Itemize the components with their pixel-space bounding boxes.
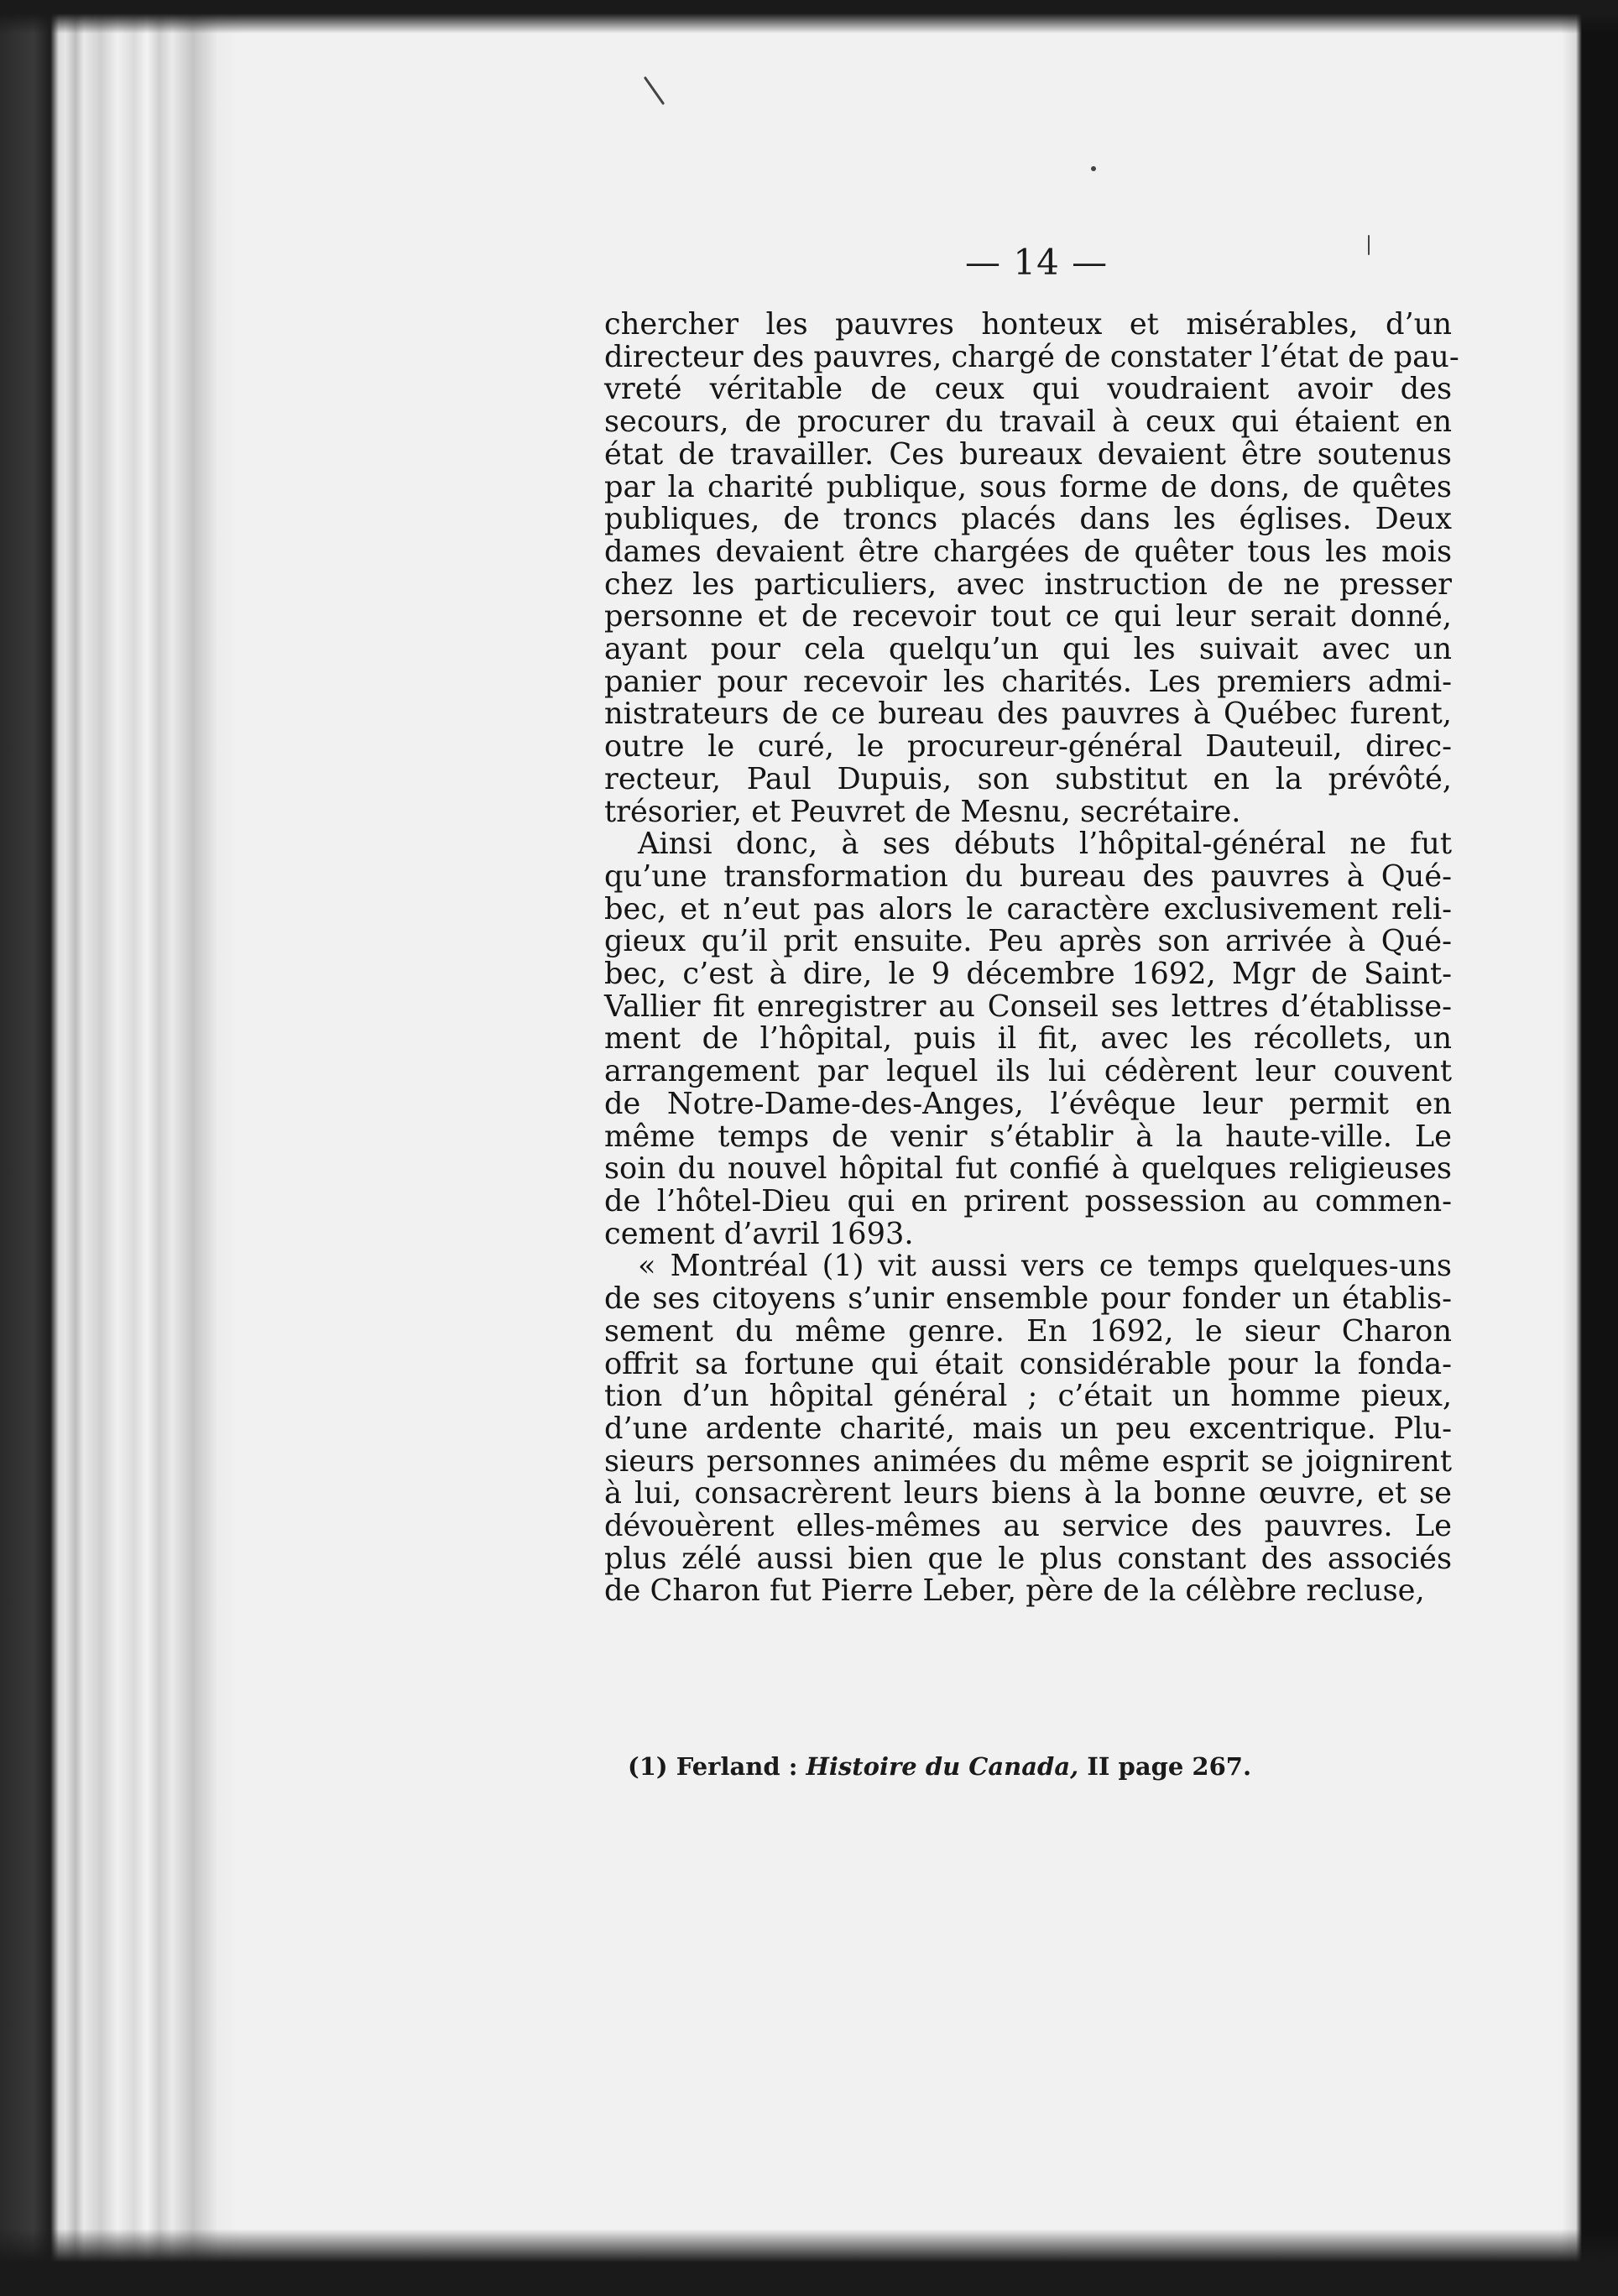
text-line: Vallier fit enregistrer au Conseil ses lettres d’établisse- [604, 989, 1452, 1024]
text-line: panier pour recevoir les charités. Les premiers admi- [604, 664, 1452, 699]
text-line: secours, de procurer du travail à ceux qui étaient en [604, 404, 1452, 440]
text-line: ment de l’hôpital, puis il fit, avec les récollets, un [604, 1021, 1452, 1057]
text-line: de Charon fut Pierre Leber, père de la célèbre recluse, [604, 1573, 1425, 1609]
text-line: trésorier, et Peuvret de Mesnu, secrétaire. [604, 794, 1241, 829]
text-line: soin du nouvel hôpital fut confié à quelques religieuses [604, 1151, 1452, 1187]
text-line: Ainsi donc, à ses débuts l’hôpital-général ne fut [638, 827, 1452, 862]
text-line: d’une ardente charité, mais un peu excentrique. Plu- [604, 1411, 1452, 1446]
text-line: « Montréal (1) vit aussi vers ce temps quelques-uns [638, 1249, 1452, 1284]
text-line: tion d’un hôpital général ; c’était un homme pieux, [604, 1379, 1452, 1414]
text-line: chez les particuliers, avec instruction de ne presser [604, 566, 1452, 602]
body-text [604, 307, 1459, 1609]
text-line: dévouèrent elles-mêmes au service des pauvres. Le [604, 1509, 1452, 1544]
text-line: dames devaient être chargées de quêter tous les mois [604, 534, 1452, 569]
dust-speck [1091, 166, 1096, 171]
text-line: ayant pour cela quelqu’un qui les suivait avec un [604, 632, 1452, 667]
footnote-prefix: (1) Ferland : [628, 1752, 806, 1781]
text-line: personne et de recevoir tout ce qui leur serait donné, [604, 599, 1452, 634]
text-line: publiques, de troncs placés dans les églises. Deux [604, 502, 1452, 537]
text-line: de l’hôtel-Dieu qui en prirent possession au commen- [604, 1183, 1452, 1218]
paragraph [604, 1250, 1452, 1608]
text-line: arrangement par lequel ils lui cédèrent leur couvent [604, 1054, 1452, 1089]
text-line: sement du même genre. En 1692, le sieur Charon [604, 1313, 1452, 1349]
text-line: outre le curé, le procureur-général Dauteuil, direc- [604, 729, 1452, 764]
text-line: sieurs personnes animées du même esprit se joignirent [604, 1443, 1452, 1479]
paragraph [604, 307, 1459, 829]
text-line: qu’une transformation du bureau des pauvres à Qué- [604, 858, 1452, 894]
footnote-suffix: II page 267. [1078, 1752, 1252, 1781]
scan-top-border [0, 0, 1618, 34]
dust-speck [1368, 235, 1370, 255]
text-line: chercher les pauvres honteux et misérables, d’un [604, 307, 1452, 342]
text-line: à lui, consacrèrent leurs biens à la bonne œuvre, et se [604, 1476, 1452, 1511]
footnote [628, 1752, 1251, 1781]
footnote-title: Histoire du Canada, [806, 1752, 1079, 1781]
text-line: recteur, Paul Dupuis, son substitut en la prévôté, [604, 761, 1452, 796]
text-line: plus zélé aussi bien que le plus constant des associés [604, 1541, 1452, 1576]
text-line: nistrateurs de ce bureau des pauvres à Québec furent, [604, 697, 1452, 732]
text-line: cement d’avril 1693. [604, 1216, 914, 1251]
text-line: offrit sa fortune qui était considérable pour la fonda- [604, 1346, 1452, 1381]
text-line: de ses citoyens s’unir ensemble pour fonder un établis- [604, 1281, 1452, 1317]
text-line: directeur des pauvres, chargé de constater l’état de pau- [604, 339, 1459, 374]
text-line: bec, c’est à dire, le 9 décembre 1692, Mgr de Saint- [604, 957, 1452, 992]
text-line: de Notre-Dame-des-Anges, l’évêque leur permit en [604, 1086, 1452, 1121]
paragraph [604, 828, 1452, 1250]
text-line: état de travailler. Ces bureaux devaient être soutenus [604, 436, 1452, 472]
text-line: bec, et n’eut pas alors le caractère exclusivement reli- [604, 891, 1452, 926]
text-line: vreté véritable de ceux qui voudraient avoir des [604, 372, 1452, 407]
text-line: gieux qu’il prit ensuite. Peu après son arrivée à Qué- [604, 924, 1452, 959]
text-line: même temps de venir s’établir à la haute-ville. Le [604, 1119, 1452, 1154]
scan-bottom-border [0, 2229, 1618, 2296]
page-number: — 14 — [965, 242, 1109, 283]
text-line: par la charité publique, sous forme de dons, de quêtes [604, 469, 1452, 504]
